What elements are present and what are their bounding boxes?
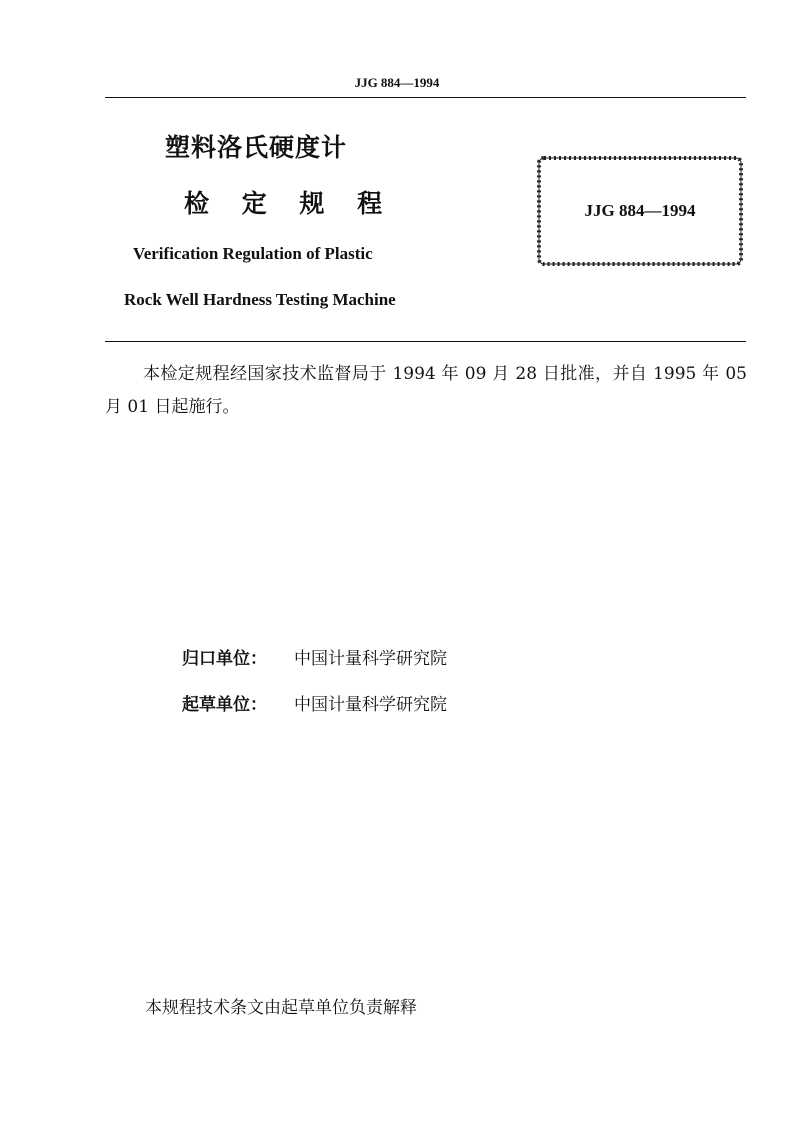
standard-code-box	[535, 154, 745, 268]
header-standard-code: JJG 884—1994	[354, 75, 440, 90]
document-title-en-line2: Rock Well Hardness Testing Machine	[124, 290, 396, 309]
interpretation-note: 本规程技术条文由起草单位负责解释	[145, 998, 417, 1018]
approval-statement: 本检定规程经国家技术监督局于 1994 年 09 月 28 日批准，并自 1995 年 05 月 01 日起施行。	[105, 364, 747, 417]
document-subtitle-cn: 检 定 规 程	[184, 189, 395, 218]
drafting-unit-row	[182, 690, 447, 715]
standard-code-box-text: JJG 884—1994	[584, 201, 696, 220]
document-title-en-line1: Verification Regulation of Plastic	[133, 244, 373, 263]
responsible-unit-row	[182, 644, 447, 669]
document-title-cn: 塑料洛氏硬度计	[165, 133, 348, 162]
drafting-unit-value: 中国计量科学研究院	[294, 695, 447, 715]
responsible-unit-value: 中国计量科学研究院	[294, 649, 447, 669]
section-rule	[105, 341, 746, 342]
header-rule	[105, 97, 746, 98]
drafting-unit-label: 起草单位：	[182, 695, 267, 715]
responsible-unit-label: 归口单位：	[182, 649, 267, 669]
